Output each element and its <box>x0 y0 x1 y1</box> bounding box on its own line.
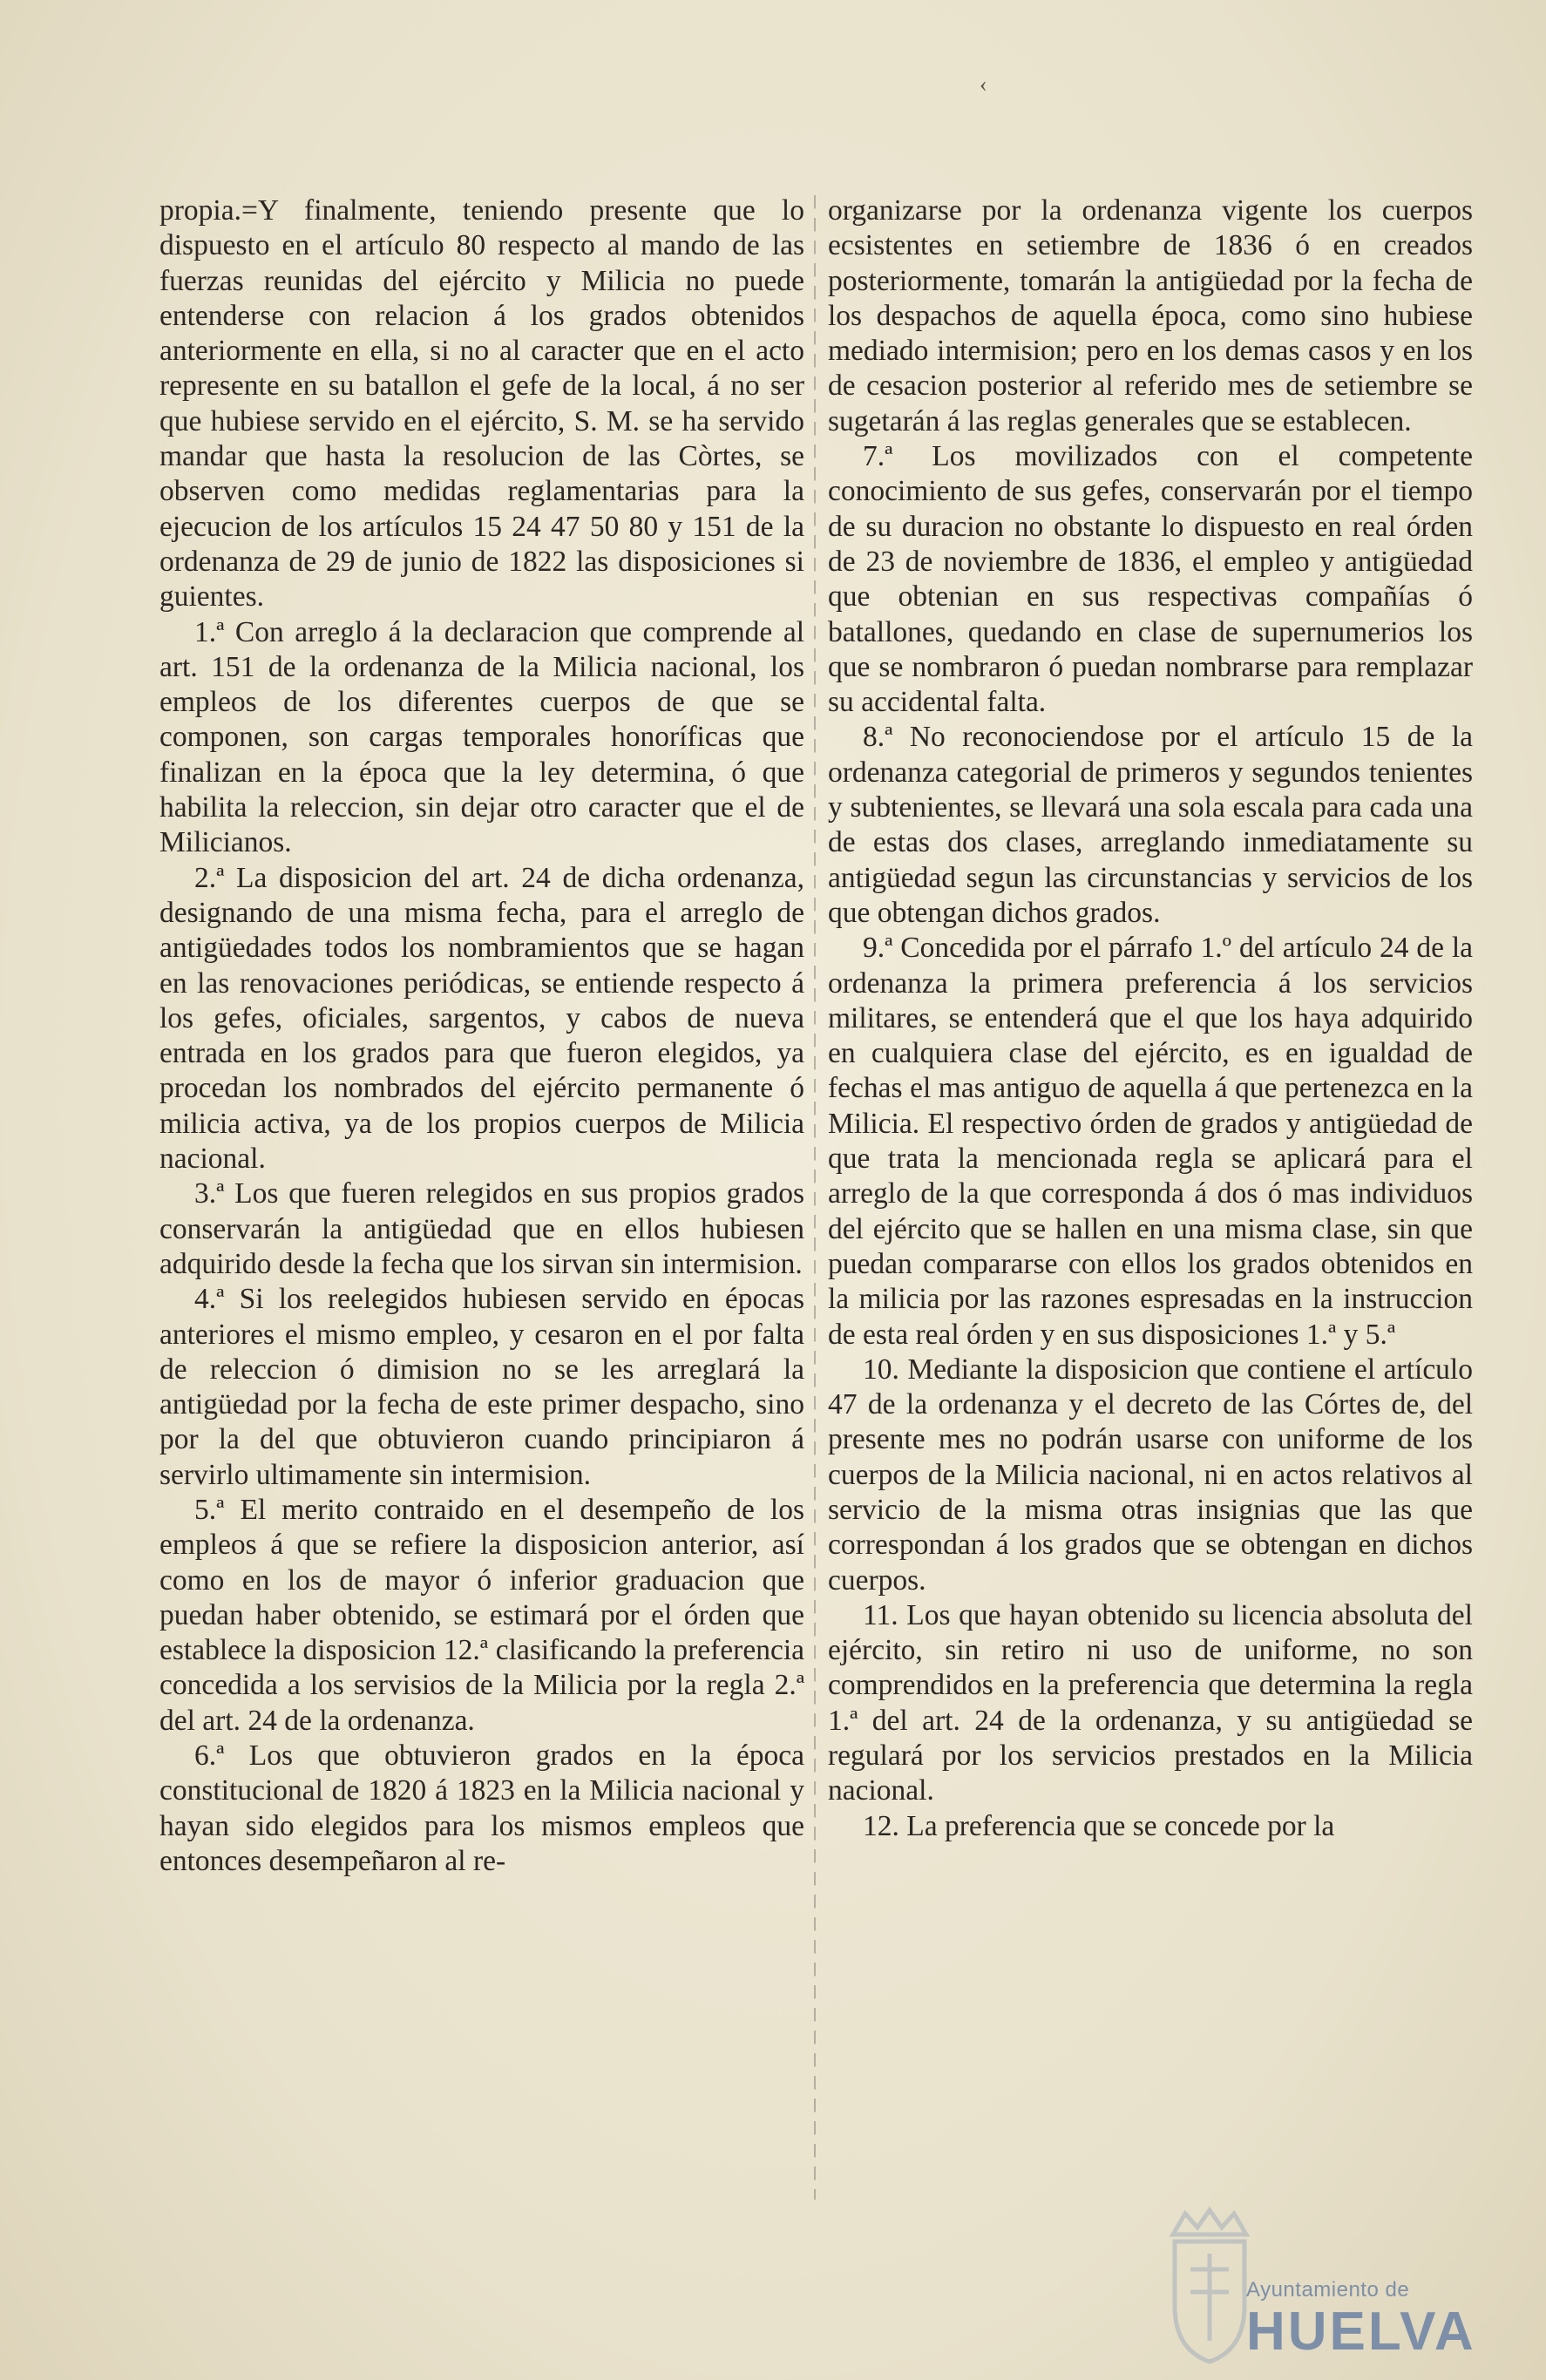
paragraph-12: 12. La preferencia que se concede por la <box>863 1809 1335 1842</box>
watermark-line2: HUELVA <box>1246 2302 1476 2362</box>
paragraph-2: 2.ª La disposicion del art. 24 de dicha ordenanza, designando de una misma fecha, para el arreglo de antigüedades todos los nombramientos que se hagan en las renovaciones periódicas, se entiende respecto á los gefes, oficiales, sargentos, y cabos de nueva entrada en los grados para que fueron elegidos, ya procedan los nombrados del ejército permanente ó milicia activa, ya de los propios cuerpos de Milicia nacional. <box>159 861 804 1176</box>
watermark-line1: Ayuntamiento de <box>1246 2278 1410 2302</box>
paragraph-6: 6.ª Los que obtuvieron grados en la época constitucional de 1820 á 1823 en la Milicia nacional y hayan sido elegidos para los mismos empleos que entonces desempeñaron al re- <box>159 1739 804 1877</box>
paragraph-5: 5.ª El merito contraido en el desempeño de los empleos á que se refiere la disposicion anterior, así como en los de mayor ó inferior graduacion que puedan haber obtenido, se estimará por el órden que establece la disposicion 12.ª clasificando la preferencia concedida a los servisios de la Milicia por la regla 2.ª del art. 24 de la ordenanza. <box>159 1493 804 1737</box>
right-column <box>828 193 1473 1844</box>
paragraph-10: 10. Mediante la disposicion que contiene el artículo 47 de la ordenanza y el decreto de las Córtes de, del presente mes no podrán usarse con uniforme de los cuerpos de la Milicia nacional, ni en actos relativos al servicio de la misma otras insignias que las que correspondan á los grados que se obtengan en dichos cuerpos. <box>828 1353 1473 1597</box>
left-column <box>159 193 804 1879</box>
paragraph-3: 3.ª Los que fueren relegidos en sus propios grados conservarán la antigüedad que en ellos hubiesen adquirido desde la fecha que los sirvan sin intermision. <box>159 1177 804 1280</box>
paragraph-4: 4.ª Si los reelegidos hubiesen servido en épocas anteriores el mismo empleo, y cesaron en el por falta de releccion ó dimision no se les arreglará la antigüedad por la fecha de este primer despacho, sino por la del que obtuvieron cuando principiaron á servirlo ultimamente sin intermision. <box>159 1283 804 1491</box>
paragraph-1: 1.ª Con arreglo á la declaracion que comprende al art. 151 de la ordenanza de la Milicia nacional, los empleos de los diferentes cuerpos de que se componen, son cargas temporales honoríficas que finalizan en la época que la ley determina, ó que habilita la releccion, sin dejar otro caracter que el de Milicianos. <box>159 615 804 859</box>
paragraph-intro: propia.=Y finalmente, teniendo presente que lo dispuesto en el artículo 80 respecto al mando de las fuerzas reunidas del ejército y Milicia no puede entenderse con relacion á los grados obtenidos anteriormente en ella, si no al caracter que en el acto represente en su batallon el gefe de la local, á no ser que hubiese servido en el ejército, S. M. se ha servido mandar que hasta la resolucion de las Còrtes, se observen como medidas reglamentarias para la ejecucion de los artículos 15 24 47 50 80 y 151 de la ordenanza de 29 de junio de 1822 las disposiciones si guientes. <box>159 194 804 614</box>
column-divider <box>814 195 816 2200</box>
paragraph-11: 11. Los que hayan obtenido su licencia absoluta del ejército, sin retiro ni uso de uniforme, no son comprendidos en la preferencia que determina la regla 1.ª del art. 24 de la ordenanza, y su antigüedad se regulará por los servicios prestados en la Milicia nacional. <box>828 1598 1473 1807</box>
paragraph-8: 8.ª No reconociendose por el artículo 15 de la ordenanza categorial de primeros y segundos tenientes y subtenientes, se llevará una sola escala para cada una de estas dos clases, arreglando inmediatamente su antigüedad segun las circunstancias y servicios de los que obtengan dichos grados. <box>828 721 1473 929</box>
paragraph-6-continued: organizarse por la ordenanza vigente los cuerpos ecsistentes en setiembre de 1836 ó en creados posteriormente, tomarán la antigüedad por la fecha de los despachos de aquella época, como sino hubiese mediado intermision; pero en los demas casos y en los de cesacion posterior al referido mes de setiembre se sugetarán á las reglas generales que se establecen. <box>828 194 1473 437</box>
top-mark: ‹ <box>980 71 987 97</box>
paragraph-9: 9.ª Concedida por el párrafo 1.º del artículo 24 de la ordenanza la primera preferencia á los servicios militares, se entenderá que el que los haya adquirido en cualquiera clase del ejército, es en igualdad de fechas el mas antiguo de aquella á que pertenezca en la Milicia. El respectivo órden de grados y antigüedad de que trata la mencionada regla se aplicará para el arreglo de la que corresponda á dos ó mas individuos del ejército que se hallen en una misma clase, sin que puedan compararse con ellos los grados obtenidos en la milicia por las razones espresadas en la instruccion de esta real órden y en sus disposiciones 1.ª y 5.ª <box>828 932 1473 1351</box>
paragraph-7: 7.ª Los movilizados con el competente conocimiento de sus gefes, conservarán por el tiempo de su duracion no obstante lo dispuesto en real órden de 23 de noviembre de 1836, el empleo y antigüedad que obtenian en sus respectivas compañías ó batallones, quedando en clase de supernumerios los que se nombraron ó puedan nombrarse para remplazar su accidental falta. <box>828 440 1473 719</box>
